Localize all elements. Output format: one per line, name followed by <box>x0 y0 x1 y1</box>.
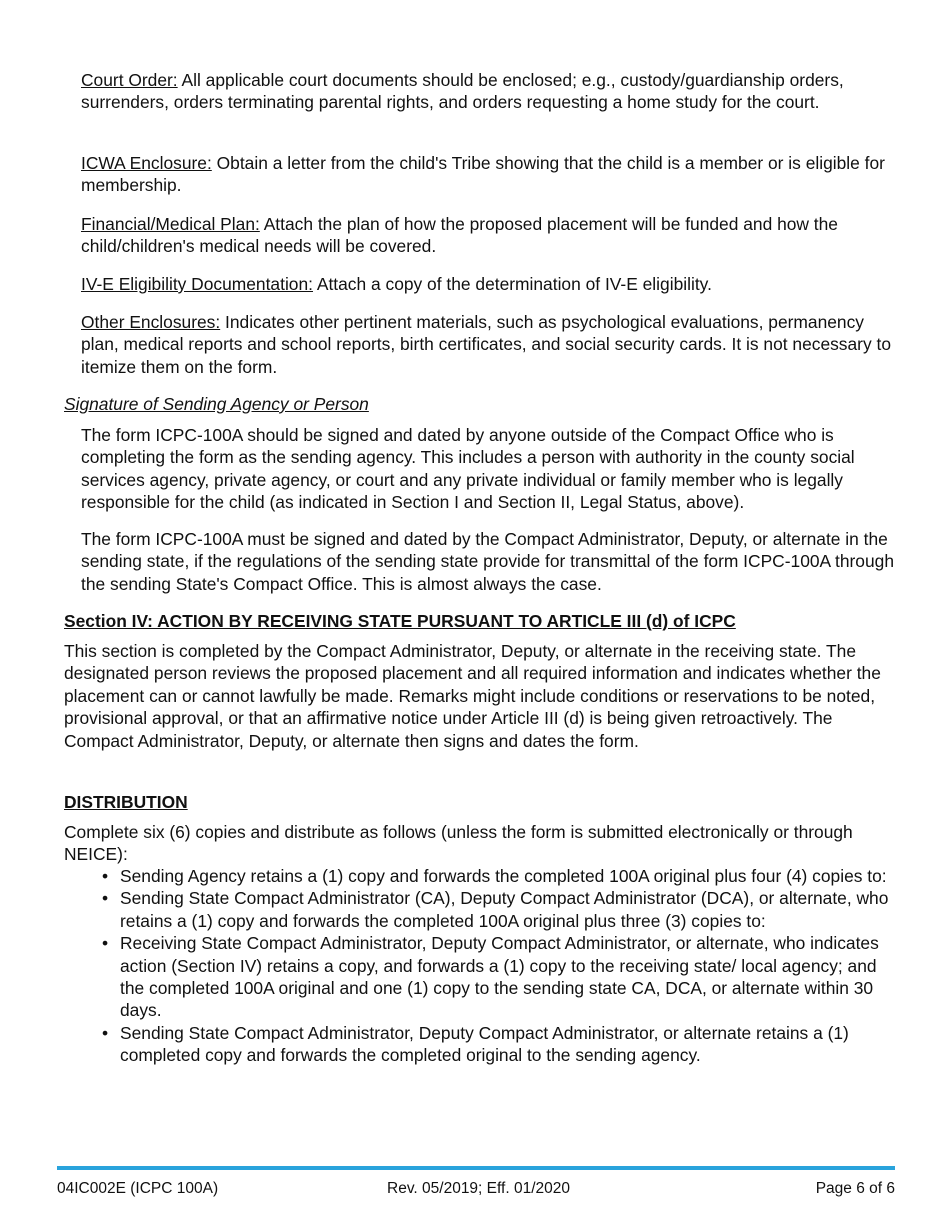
signature-paragraph-2 <box>0 528 950 595</box>
distribution-intro: Complete six (6) copies and distribute as follows (unless the form is submitted electronically or through NEICE): <box>64 822 853 865</box>
item-label: Other Enclosures: <box>81 312 221 332</box>
distribution-heading-block <box>0 791 950 813</box>
section4-heading: Section IV: ACTION BY RECEIVING STATE PURSUANT TO ARTICLE III (d) of ICPC <box>64 611 736 631</box>
item-label: IV-E Eligibility Documentation: <box>81 274 313 294</box>
footer-page-number: Page 6 of 6 <box>815 1180 895 1197</box>
item-text: All applicable court documents should be enclosed; e.g., custody/guardianship orders, surrenders, orders terminating parental rights, and orders requesting a home study for the court. <box>81 70 844 113</box>
signature-p2: The form ICPC-100A must be signed and dated by the Compact Administrator, Deputy, or alternate in the sending state, if the regulations of the sending state provide for transmittal of the form ICPC-100A through the sending State's Compact Office. This is almost always the case. <box>81 529 894 594</box>
signature-paragraph-1 <box>0 424 950 514</box>
signature-heading-block <box>0 393 950 415</box>
list-item: • Sending State Compact Administrator, Deputy Compact Administrator, or alternate retains a (1) completed copy and forwards the completed original to the sending agency. <box>64 1022 894 1067</box>
section4-body: This section is completed by the Compact Administrator, Deputy, or alternate in the receiving state. The designated person reviews the proposed placement and all required information and indicates whether the placement can or cannot lawfully be made. Remarks might include conditions or reservations to be noted, provisional approval, or that an affirmative notice under Article III (d) is being given retroactively. The Compact Administrator, Deputy, or alternate then signs and dates the form. <box>64 641 881 751</box>
item-court-order <box>0 69 950 114</box>
item-label: Court Order: <box>81 70 178 90</box>
footer-revision: Rev. 05/2019; Eff. 01/2020 <box>387 1180 570 1197</box>
distribution-intro-block <box>0 821 950 866</box>
item-text: Attach the plan of how the proposed placement will be funded and how the child/children's medical needs will be covered. <box>81 214 838 257</box>
item-text: Indicates other pertinent materials, such as psychological evaluations, permanency plan, medical reports and school reports, birth certificates, and social security cards. It is not necessary to itemize them on the form. <box>81 312 891 377</box>
distribution-list <box>0 865 950 1067</box>
item-label: ICWA Enclosure: <box>81 153 212 173</box>
item-text: Obtain a letter from the child's Tribe showing that the child is a member or is eligible for membership. <box>81 153 885 196</box>
item-label: Financial/Medical Plan: <box>81 214 260 234</box>
list-item: • Sending Agency retains a (1) copy and forwards the completed 100A original plus four (4) copies to: <box>64 865 894 887</box>
item-other-enclosures <box>0 311 950 378</box>
item-text: Attach a copy of the determination of IV-E eligibility. <box>312 274 712 294</box>
distribution-heading: DISTRIBUTION <box>64 792 188 812</box>
item-icwa-enclosure <box>0 152 950 197</box>
item-iv-e-eligibility <box>0 273 950 295</box>
section4-heading-block <box>0 610 950 632</box>
section4-body-block <box>0 640 950 752</box>
signature-p1: The form ICPC-100A should be signed and dated by anyone outside of the Compact Office who is completing the form as the sending agency. This includes a person with authority in the county social services agency, private agency, or court and any private individual or family member who is legally responsible for the child (as indicated in Section I and Section II, Legal Status, above). <box>81 425 855 513</box>
footer-form-id: 04IC002E (ICPC 100A) <box>57 1180 219 1197</box>
signature-heading: Signature of Sending Agency or Person <box>64 394 369 414</box>
list-item: • Receiving State Compact Administrator, Deputy Compact Administrator, or alternate, who indicates action (Section IV) retains a copy, and forwards a (1) copy to the receiving state/ local agency; and the completed 100A original and one (1) copy to the sending state CA, DCA, or alternate within 30 days. <box>64 932 894 1022</box>
page-footer <box>57 1178 895 1200</box>
list-item: • Sending State Compact Administrator (CA), Deputy Compact Administrator (DCA), or alternate, who retains a (1) copy and forwards the completed 100A original plus three (3) copies to: <box>64 887 894 932</box>
item-financial-medical-plan <box>0 213 950 258</box>
footer-rule <box>57 1166 895 1170</box>
